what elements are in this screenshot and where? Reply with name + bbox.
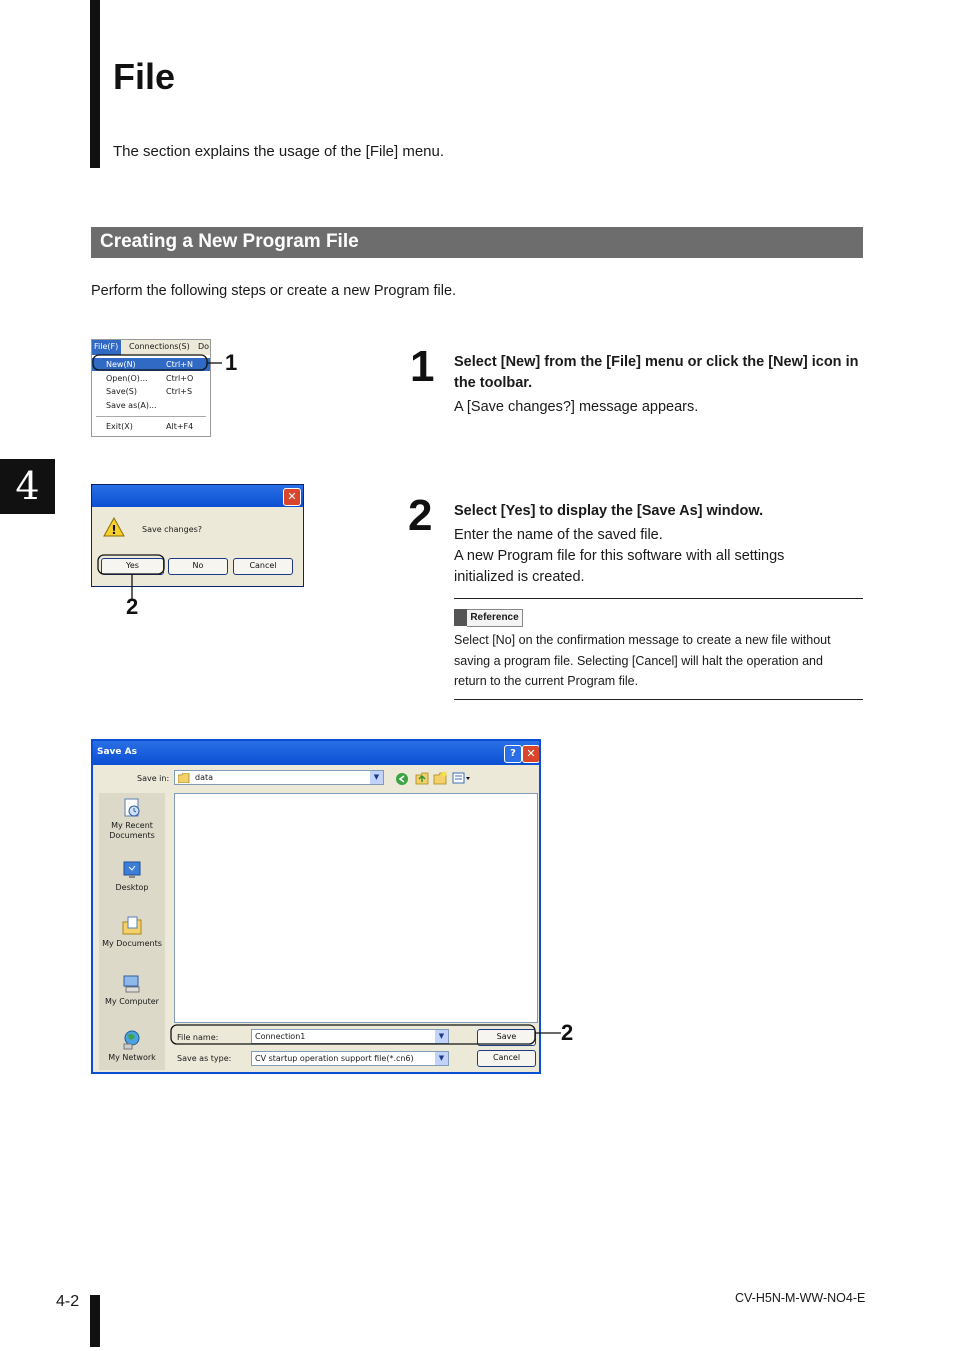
place-label: My Documents	[102, 939, 162, 948]
file-name-label: File name:	[177, 1033, 219, 1042]
place-label: My Computer	[105, 997, 159, 1006]
step-1-number: 1	[410, 342, 433, 391]
dialog-titlebar	[93, 741, 539, 765]
menu-file[interactable]: File(F)	[92, 340, 121, 355]
warning-icon	[103, 517, 125, 537]
chevron-down-icon[interactable]: ▼	[435, 1030, 448, 1043]
desktop-icon	[121, 859, 143, 881]
menu-item-shortcut: Ctrl+N	[166, 360, 193, 369]
dialog-titlebar	[92, 485, 303, 507]
page-number: 4-2	[56, 1293, 80, 1310]
save-type-label: Save as type:	[177, 1054, 232, 1063]
up-folder-icon[interactable]	[415, 771, 429, 785]
menu-item-label: Open(O)...	[106, 374, 148, 383]
reference-badge-mark	[454, 609, 467, 626]
places-bar	[99, 793, 165, 1070]
reference-top-rule	[454, 598, 863, 599]
my-documents-icon	[121, 915, 143, 937]
place-desktop[interactable]	[99, 859, 165, 893]
file-name-value: Connection1	[255, 1032, 306, 1041]
save-type-select[interactable]	[251, 1051, 449, 1066]
recent-documents-icon	[121, 797, 143, 819]
menu-item-label: Save as(A)...	[106, 401, 157, 410]
menu-item-label: Exit(X)	[106, 422, 133, 431]
svg-text:!: !	[111, 523, 117, 537]
reference-bottom-rule	[454, 699, 863, 700]
step-1-result: A [Save changes?] message appears.	[454, 399, 699, 415]
reference-label: Reference	[467, 609, 523, 627]
title-accent-bar	[90, 0, 100, 168]
menu-item-shortcut: Alt+F4	[166, 422, 194, 431]
place-label: My Network	[108, 1053, 156, 1062]
place-label: My Recent Documents	[109, 821, 155, 840]
close-icon[interactable]: ✕	[522, 745, 540, 763]
chevron-down-icon[interactable]: ▼	[370, 771, 383, 784]
save-type-value: CV startup operation support file(*.cn6)	[255, 1054, 414, 1063]
menu-item-save[interactable]	[92, 385, 210, 398]
save-in-value: data	[195, 773, 214, 782]
reference-text: Select [No] on the confirmation message to create a new file without saving a program file. Selecting [Cancel] will halt the operation and return to the current Program file.	[454, 633, 831, 688]
help-icon[interactable]: ?	[504, 745, 522, 763]
file-list-area[interactable]	[174, 793, 538, 1023]
menu-item-shortcut: Ctrl+S	[166, 387, 193, 396]
dialog-message: Save changes?	[142, 525, 203, 534]
callout-3-label: 2	[561, 1020, 574, 1045]
place-my-recent-documents[interactable]	[99, 797, 165, 841]
menu-connections[interactable]: Connections(S)	[129, 342, 190, 351]
my-computer-icon	[121, 973, 143, 995]
menu-item-save-as[interactable]	[92, 399, 210, 412]
step-2-number: 2	[408, 491, 431, 540]
step-2-detail-2: A new Program file for this software with all settings initialized is created.	[454, 548, 785, 585]
menu-do[interactable]: Do	[198, 342, 210, 351]
save-in-combo[interactable]	[174, 770, 384, 785]
page-title: File	[113, 56, 176, 97]
no-button[interactable]: No	[168, 558, 228, 575]
folder-icon	[178, 773, 190, 783]
step-2-instruction: Select [Yes] to display the [Save As] window.	[454, 503, 764, 519]
document-code: CV-H5N-M-WW-NO4-E	[735, 1291, 866, 1305]
reference-badge	[454, 609, 524, 626]
new-folder-icon[interactable]	[433, 771, 447, 785]
chevron-down-icon[interactable]: ▼	[435, 1052, 448, 1065]
menu-item-label: New(N)	[106, 360, 136, 369]
yes-button[interactable]: Yes	[101, 558, 164, 575]
save-in-label: Save in:	[137, 774, 170, 783]
save-button[interactable]: Save	[477, 1029, 536, 1046]
footer-accent-bar	[90, 1295, 100, 1347]
step-1-instruction: Select [New] from the [File] menu or click the [New] icon in the toolbar.	[454, 354, 859, 391]
section-heading: Creating a New Program File	[100, 231, 359, 252]
cancel-button[interactable]: Cancel	[477, 1050, 536, 1067]
menu-separator	[96, 416, 206, 417]
menu-item-label: Save(S)	[106, 387, 137, 396]
callout-1-label: 1	[225, 350, 238, 375]
view-menu-icon[interactable]	[452, 771, 472, 785]
back-icon[interactable]	[395, 772, 409, 786]
section-heading-bar	[91, 227, 863, 258]
callout-3-marker	[169, 1022, 567, 1048]
cancel-button[interactable]: Cancel	[233, 558, 293, 575]
step-2-detail-1: Enter the name of the saved file.	[454, 527, 663, 543]
dialog-title: Save As	[97, 747, 137, 757]
place-my-computer[interactable]	[99, 973, 165, 1007]
place-my-documents[interactable]	[99, 915, 165, 949]
place-label: Desktop	[115, 883, 149, 892]
chapter-tab: 4	[0, 459, 55, 514]
menu-item-exit[interactable]	[92, 420, 210, 433]
my-network-icon	[121, 1029, 143, 1051]
page-subtitle: The section explains the usage of the [File] menu.	[113, 143, 445, 160]
section-intro: Perform the following steps or create a new Program file.	[91, 283, 457, 299]
callout-2-label: 2	[126, 594, 139, 619]
callout-1-marker	[91, 352, 231, 374]
close-icon[interactable]: ✕	[283, 488, 301, 506]
menu-item-shortcut: Ctrl+O	[166, 374, 194, 383]
place-my-network[interactable]	[99, 1029, 165, 1063]
